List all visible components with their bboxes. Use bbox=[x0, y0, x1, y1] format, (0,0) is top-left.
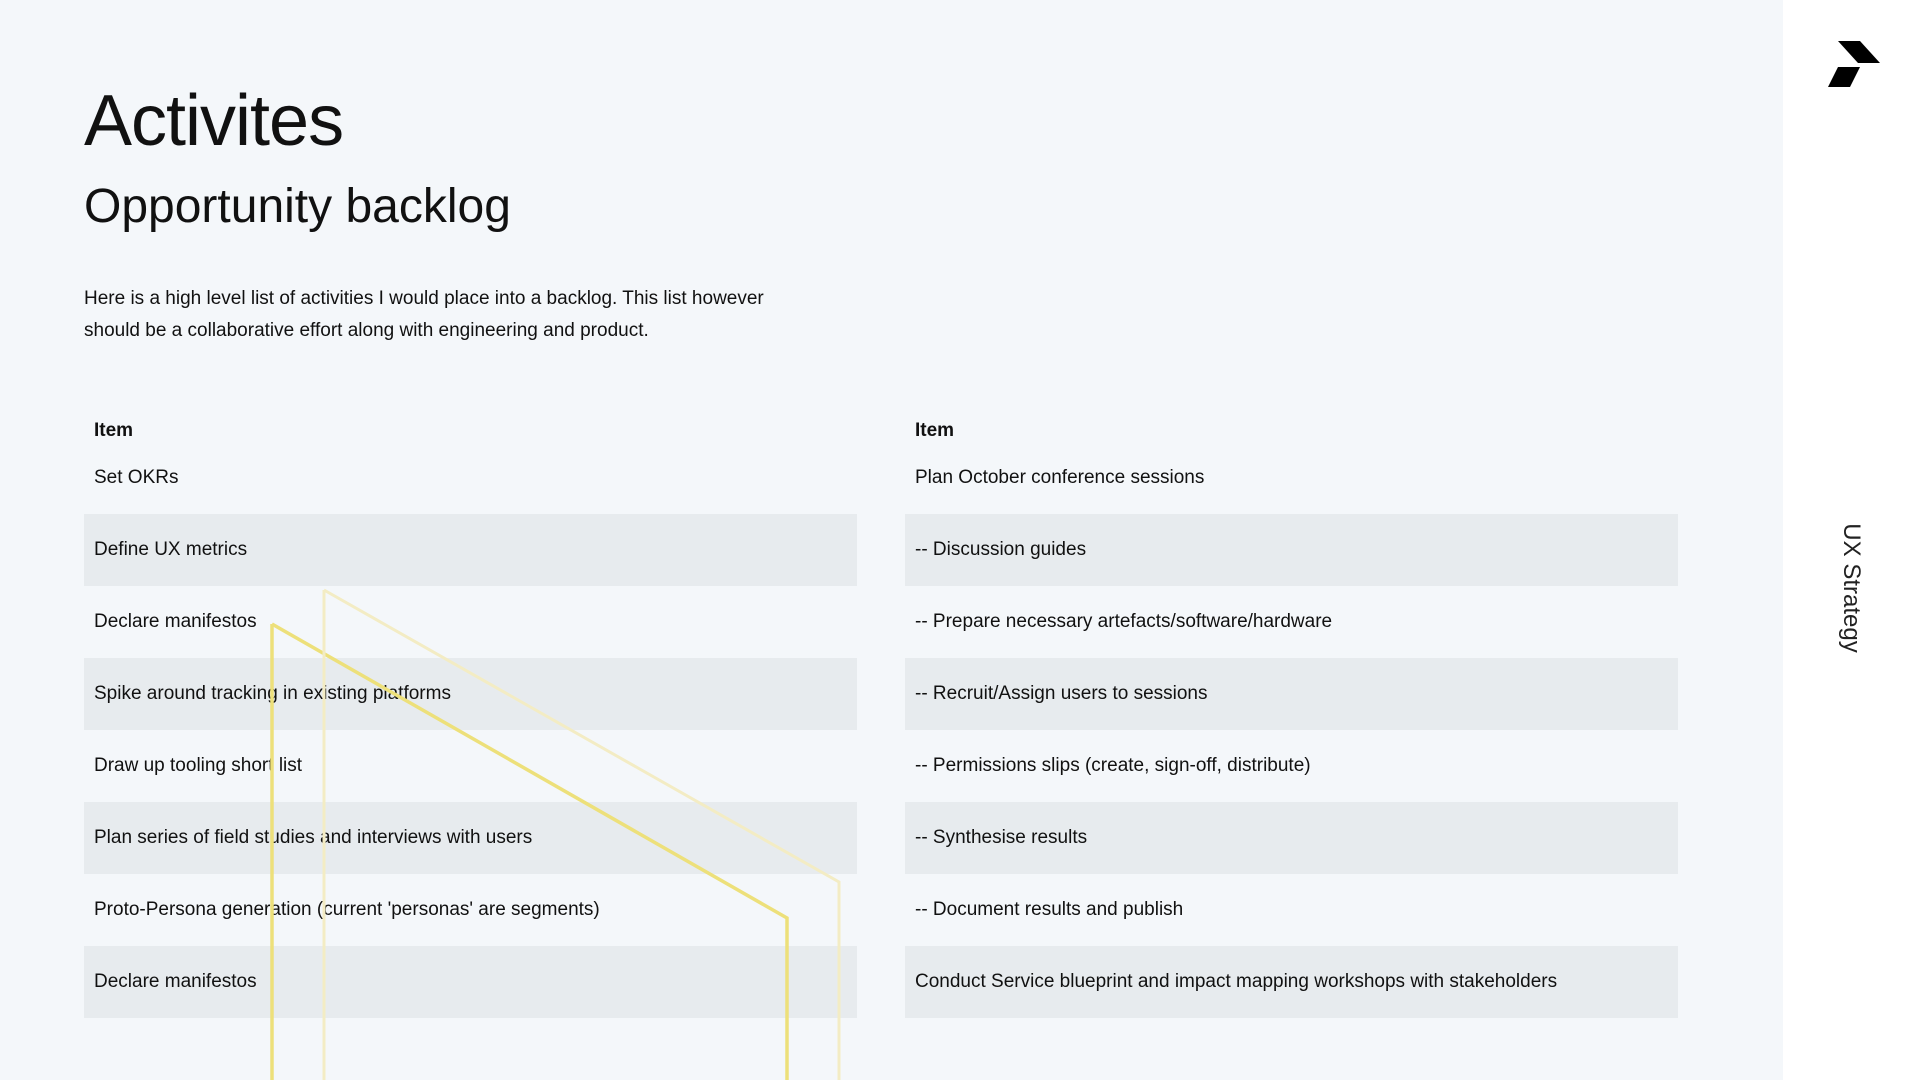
table-row: Plan October conference sessions bbox=[915, 467, 1205, 488]
table-row: Declare manifestos bbox=[84, 946, 857, 1018]
backlog-table-left bbox=[84, 418, 857, 1018]
table-row: Draw up tooling short list bbox=[94, 755, 303, 776]
table-row: Define UX metrics bbox=[84, 514, 857, 586]
chevron-arrow-logo-icon bbox=[1824, 41, 1880, 89]
page-title: Activites bbox=[84, 81, 344, 161]
table-row: -- Prepare necessary artefacts/software/hardware bbox=[915, 611, 1333, 632]
table-header: Item bbox=[915, 420, 955, 441]
table-row: Set OKRs bbox=[94, 467, 179, 488]
sidebar-section-label: UX Strategy bbox=[1838, 523, 1865, 653]
table-row: -- Synthesise results bbox=[905, 802, 1678, 874]
table-row: -- Document results and publish bbox=[915, 899, 1184, 920]
table-row: Proto-Persona generation (current 'personas' are segments) bbox=[94, 899, 600, 920]
backlog-table-right bbox=[905, 418, 1678, 1018]
table-row: Spike around tracking in existing platforms bbox=[84, 658, 857, 730]
table-row: -- Discussion guides bbox=[905, 514, 1678, 586]
table-row: Declare manifestos bbox=[94, 611, 257, 632]
table-header: Item bbox=[94, 420, 134, 441]
table-row: -- Permissions slips (create, sign-off, distribute) bbox=[915, 755, 1311, 776]
page-subtitle: Opportunity backlog bbox=[84, 180, 511, 233]
table-row: Plan series of field studies and interviews with users bbox=[84, 802, 857, 874]
table-row: -- Recruit/Assign users to sessions bbox=[905, 658, 1678, 730]
sidebar bbox=[1783, 0, 1920, 1080]
intro-paragraph: Here is a high level list of activities I would place into a backlog. This list however should be a collaborative effort along with engineering and product. bbox=[84, 288, 764, 341]
table-row: Conduct Service blueprint and impact mapping workshops with stakeholders bbox=[905, 946, 1678, 1018]
